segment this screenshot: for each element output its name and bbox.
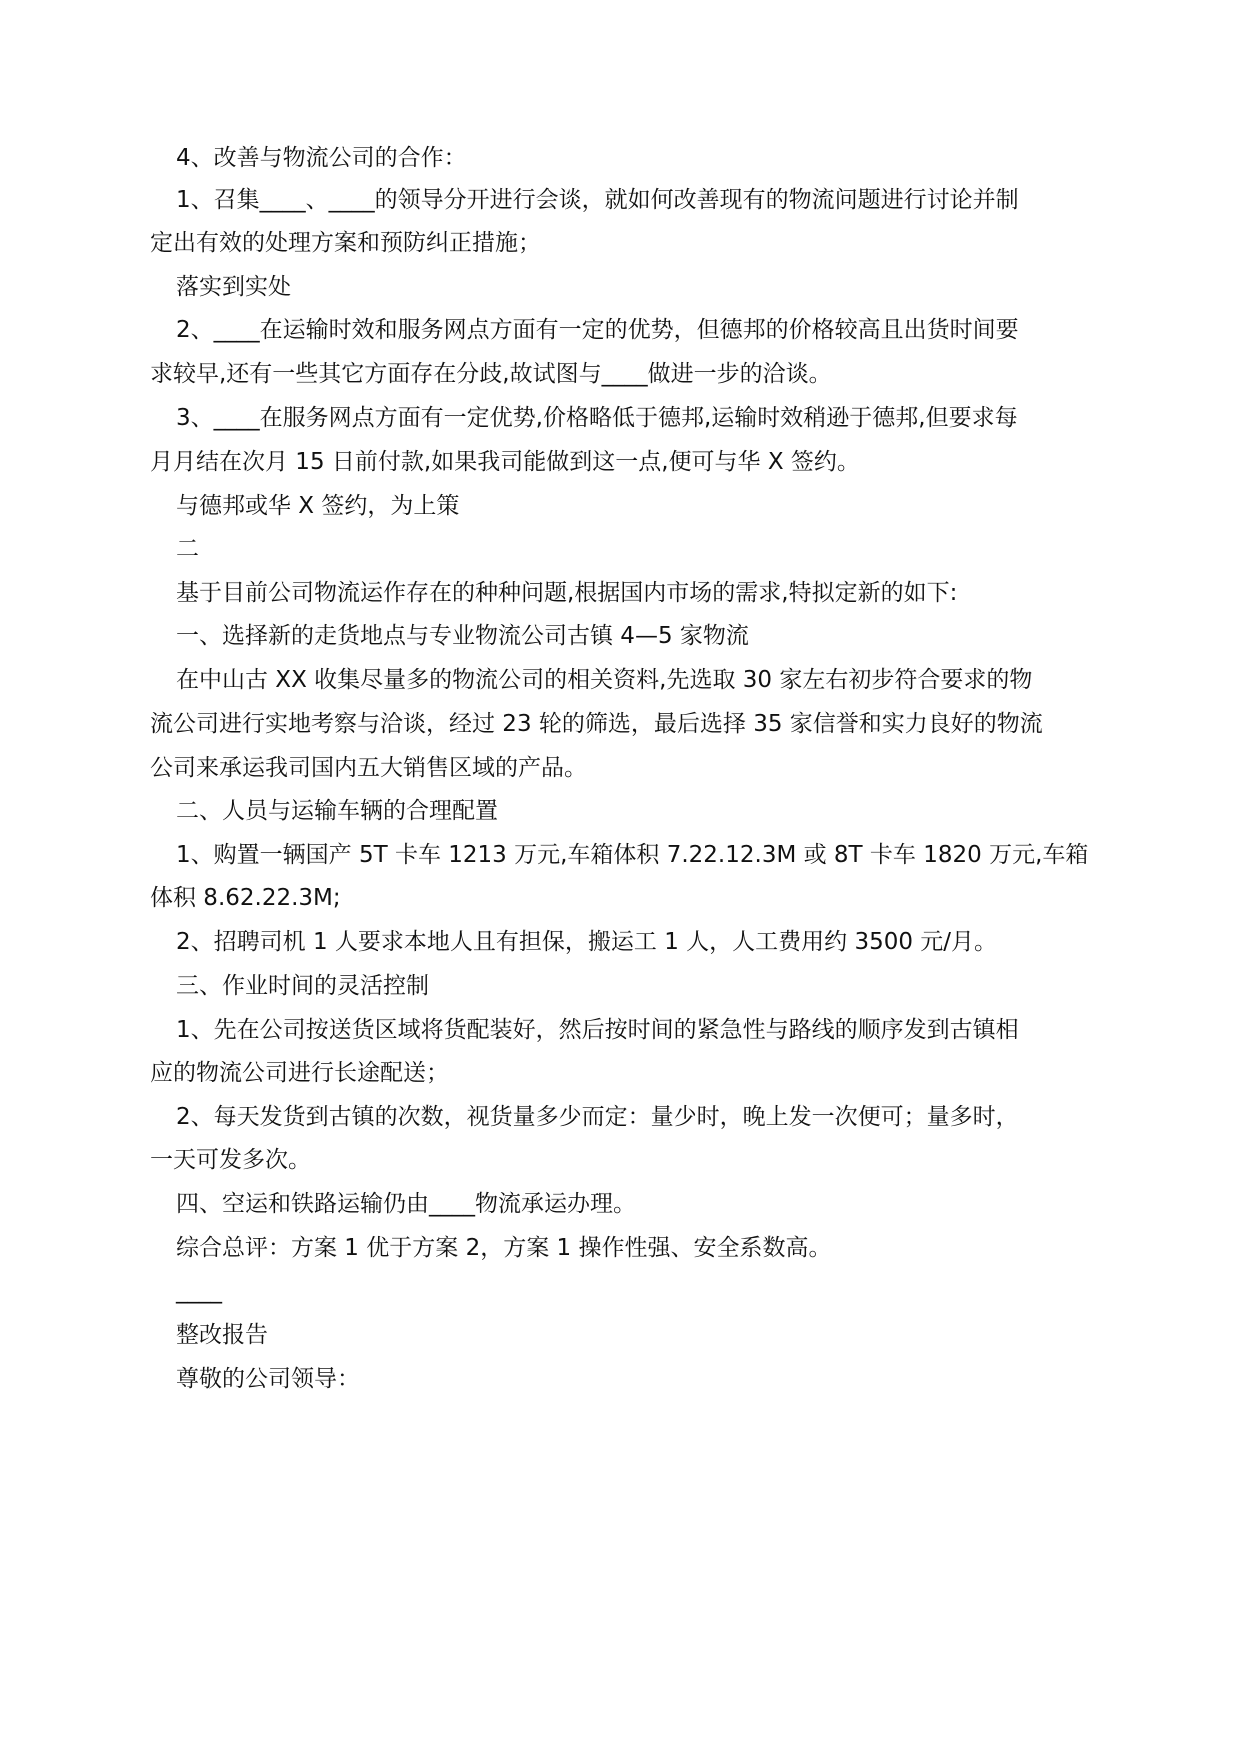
paragraph-line: 体积 8.62.22.3M; (150, 885, 341, 911)
paragraph-line: 2、招聘司机 1 人要求本地人且有担保，搬运工 1 人，人工费用约 3500 元/月。 (176, 929, 998, 955)
paragraph-line: 在中山古 XX 收集尽量多的物流公司的相关资料,先选取 30 家左右初步符合要求的物 (176, 667, 1033, 693)
paragraph-line: 1、购置一辆国产 5T 卡车 1213 万元,车箱体积 7.22.12.3M 或 8T 卡车 1820 万元,车箱 (176, 842, 1089, 868)
salutation: 尊敬的公司领导： (176, 1366, 360, 1392)
heading-improve-cooperation: 4、改善与物流公司的合作： (176, 145, 467, 171)
paragraph-line: 应的物流公司进行长途配送； (150, 1060, 449, 1086)
section-heading: 二 (176, 536, 199, 562)
section-heading: 一、选择新的走货地点与专业物流公司古镇 4—5 家物流 (176, 623, 749, 649)
paragraph-line: 定出有效的处理方案和预防纠正措施； (150, 230, 541, 256)
separator-line: ____ (176, 1278, 222, 1304)
paragraph-line: 与德邦或华 X 签约，为上策 (176, 493, 460, 519)
report-title: 整改报告 (176, 1322, 268, 1348)
paragraph-line: 3、____在服务网点方面有一定优势,价格略低于德邦,运输时效稍逊于德邦,但要求每 (176, 405, 1018, 431)
paragraph-line: 基于目前公司物流运作存在的种种问题,根据国内市场的需求,特拟定新的如下: (176, 580, 958, 606)
summary-line: 综合总评：方案 1 优于方案 2，方案 1 操作性强、安全系数高。 (176, 1235, 832, 1261)
paragraph-line: 一天可发多次。 (150, 1147, 311, 1173)
paragraph-line: 1、先在公司按送货区域将货配装好，然后按时间的紧急性与路线的顺序发到古镇相 (176, 1017, 1019, 1043)
section-heading: 四、空运和铁路运输仍由____物流承运办理。 (176, 1191, 636, 1217)
paragraph-line: 公司来承运我司国内五大销售区域的产品。 (150, 755, 587, 781)
paragraph-line: 落实到实处 (176, 274, 291, 300)
section-heading: 二、人员与运输车辆的合理配置 (176, 798, 498, 824)
paragraph-line: 流公司进行实地考察与洽谈，经过 23 轮的筛选，最后选择 35 家信誉和实力良好的物流 (150, 711, 1043, 737)
section-heading: 三、作业时间的灵活控制 (176, 973, 429, 999)
paragraph-line: 2、____在运输时效和服务网点方面有一定的优势，但德邦的价格较高且出货时间要 (176, 317, 1019, 343)
paragraph-line: 求较早,还有一些其它方面存在分歧,故试图与____做进一步的洽谈。 (150, 361, 832, 387)
paragraph-line: 1、召集____、____的领导分开进行会谈，就如何改善现有的物流问题进行讨论并制 (176, 187, 1019, 213)
paragraph-line: 月月结在次月 15 日前付款,如果我司能做到这一点,便可与华 X 签约。 (150, 449, 860, 475)
paragraph-line: 2、每天发货到古镇的次数，视货量多少而定：量少时，晚上发一次便可；量多时， (176, 1104, 1019, 1130)
